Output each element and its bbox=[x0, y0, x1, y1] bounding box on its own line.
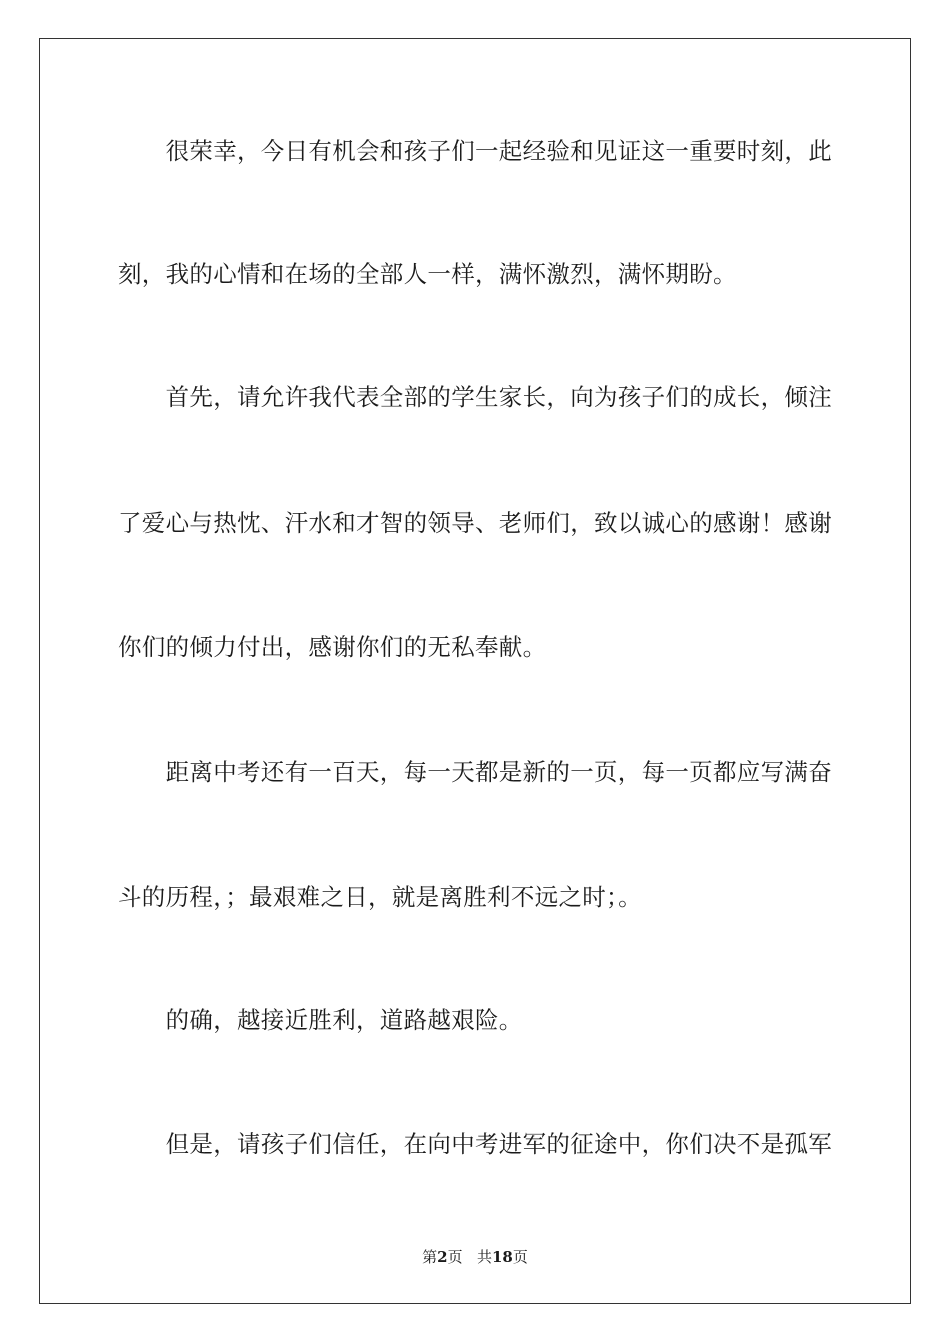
text-line-7: 斗的历程，；最艰难之日，就是离胜利不远之时；。 bbox=[118, 883, 642, 911]
text-line-6: 距离中考还有一百天，每一天都是新的一页，每一页都应写满奋 bbox=[118, 758, 832, 786]
footer-total-pages: 18 bbox=[491, 1248, 513, 1266]
page-frame bbox=[39, 38, 911, 1304]
footer-page-number: 2 bbox=[437, 1248, 448, 1266]
text-line-5: 你们的倾力付出，感谢你们的无私奉献。 bbox=[118, 633, 547, 661]
footer-total-suffix: 页 bbox=[512, 1248, 528, 1266]
text-line-8: 的确，越接近胜利，道路越艰险。 bbox=[118, 1006, 523, 1034]
footer-total-prefix: 共 bbox=[476, 1248, 492, 1266]
text-line-3: 首先，请允许我代表全部的学生家长，向为孩子们的成长，倾注 bbox=[118, 383, 832, 411]
page-footer bbox=[0, 1247, 950, 1267]
text-line-1: 很荣幸，今日有机会和孩子们一起经验和见证这一重要时刻，此 bbox=[118, 137, 832, 165]
text-line-9: 但是，请孩子们信任，在向中考进军的征途中，你们决不是孤军 bbox=[118, 1130, 832, 1158]
text-line-4: 了爱心与热忱、汗水和才智的领导、老师们，致以诚心的感谢！感谢 bbox=[118, 509, 832, 537]
footer-page-prefix: 第 bbox=[422, 1248, 438, 1266]
footer-page-suffix: 页 bbox=[447, 1248, 463, 1266]
text-line-2: 刻，我的心情和在场的全部人一样，满怀激烈，满怀期盼。 bbox=[118, 260, 737, 288]
